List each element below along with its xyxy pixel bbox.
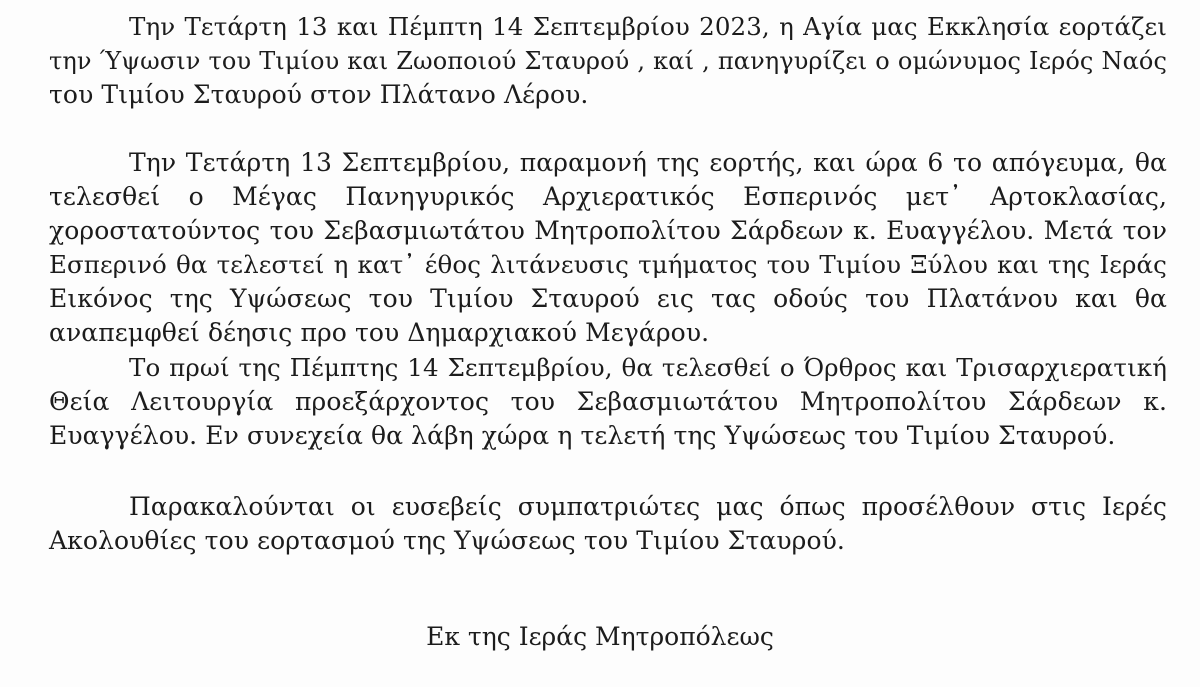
closing-signature: Εκ της Ιεράς Μητροπόλεως bbox=[426, 622, 774, 651]
paragraph-line: χοροστατούντος του Σεβασμιωτάτου Μητροπολίτου Σάρδεων κ. Ευαγγέλου. Μετά τον bbox=[49, 216, 1167, 245]
paragraph-line: Παρακαλούνται οι ευσεβείς συμπατριώτες μας όπως προσέλθουν στις Ιερές bbox=[129, 492, 1167, 521]
paragraph-line: Την Τετάρτη 13 και Πέμπτη 14 Σεπτεμβρίου 2023, η Αγία μας Εκκλησία εορτάζει bbox=[129, 12, 1167, 41]
paragraph-line: Θεία Λειτουργία προεξάρχοντος του Σεβασμιωτάτου Μητροπολίτου Σάρδεων κ. bbox=[49, 387, 1167, 416]
paragraph-line: Ακολουθίες του εορτασμού της Υψώσεως του Τιμίου Σταυρού. bbox=[49, 526, 845, 555]
paragraph-line: αναπεμφθεί δέησις προ του Δημαρχιακού Μεγάρου. bbox=[49, 318, 710, 347]
paragraph-line: Την Τετάρτη 13 Σεπτεμβρίου, παραμονή της εορτής, και ώρα 6 το απόγευμα, θα bbox=[129, 148, 1167, 177]
paragraph-line: Εικόνος της Υψώσεως του Τιμίου Σταυρού εις τας οδούς του Πλατάνου και θα bbox=[49, 284, 1167, 313]
paragraph-line: του Τιμίου Σταυρού στον Πλάτανο Λέρου. bbox=[49, 80, 589, 109]
paragraph-line: Ευαγγέλου. Εν συνεχεία θα λάβη χώρα η τελετή της Υψώσεως του Τιμίου Σταυρού. bbox=[49, 421, 1116, 450]
paragraph-invitation bbox=[49, 490, 1167, 558]
paragraph-vespers bbox=[49, 146, 1167, 350]
paragraph-feast-announcement bbox=[49, 10, 1167, 112]
paragraph-liturgy bbox=[49, 351, 1167, 453]
paragraph-line: την Ύψωσιν του Τιμίου και Ζωοποιού Σταυρού , καί , πανηγυρίζει ο ομώνυμος Ιερός Ναός bbox=[49, 47, 1167, 75]
paragraph-line: Εσπερινό θα τελεστεί η κατ᾽ έθος λιτάνευσις τμήματος του Τιμίου Ξύλου και της Ιεράς bbox=[49, 250, 1167, 279]
paragraph-line: Το πρωί της Πέμπτης 14 Σεπτεμβρίου, θα τελεσθεί ο Όρθρος και Τρισαρχιερατική bbox=[129, 353, 1167, 382]
paragraph-line: τελεσθεί ο Μέγας Πανηγυρικός Αρχιερατικός Εσπερινός μετ᾽ Αρτοκλασίας, bbox=[49, 182, 1167, 211]
